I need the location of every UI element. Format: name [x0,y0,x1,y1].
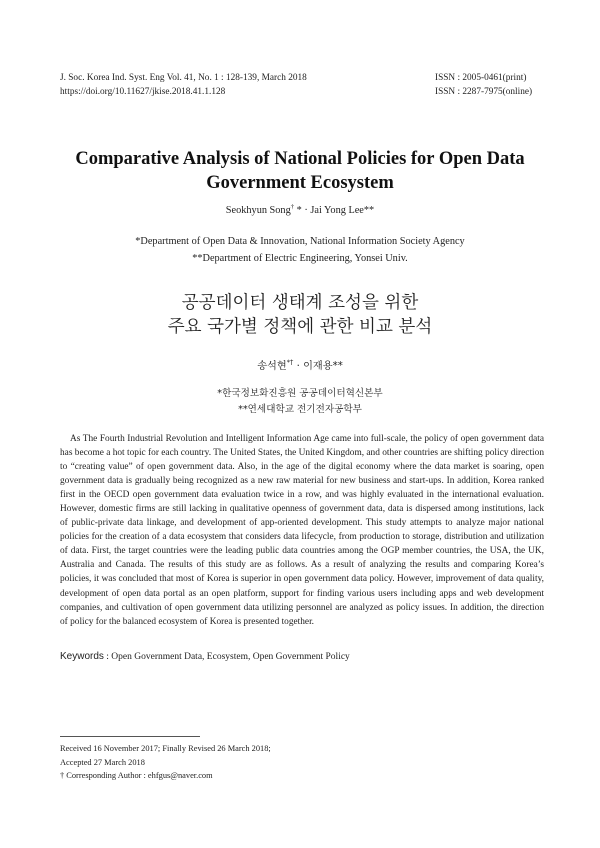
journal-citation: J. Soc. Korea Ind. Syst. Eng Vol. 41, No. 1 : 128-139, March 2018 [60,73,307,83]
issn-block [435,71,532,99]
keywords-colon: : [103,652,112,662]
keywords [60,651,350,662]
abstract-text: As The Fourth Industrial Revolution and Intelligent Information Age came into full-scale, the policy of open government data has become a hot topic for each country. The United States, the United Kingdom, and other countries are shifting policy direction to “creating value” of open government data. Also, in the age of the digital economy where the data market is soaring, open government data is gradually being recognized as a new raw material for new business and start-ups. In addition, Korea ranked first in the OECD open government data evaluation twice in a row, and was highly evaluated in the international evaluation. However, domestic firms are still lacking in qualitative openness of government data, data is dispersed among institutions, lack of public-private data linkage, and development of app-oriented development. This study attempts to analyze major national policies for the creation of a data ecosystem that considers data lifecycle, from production to storage, distribution and utilization of data. First, the target countries were the leading public data countries among the OGP member countries, the USA, the UK, Australia and Canada. The results of this study are as follows. As a result of analyzing the results and comparing Korea’s policies, it was concluded that most of Korea is superior in open government data policy. However, improvement of data quality, development of open data portal as an open platform, support for finding various users including apps and web development companies, and cultivation of open government data utilizing personnel are analyzed as policy issues. In addition, the direction of policy for the balanced ecosystem of Korea is presented together. [60,434,544,627]
author1-en: Seokhyun Song [225,205,291,216]
abstract [60,432,544,629]
corresponding-author-text: Corresponding Author : ehfgus@naver.com [64,771,213,780]
paper-title-ko [40,291,560,339]
corresponding-mark-en: † [290,203,295,211]
authors-ko [0,357,600,372]
footnote-divider [60,736,200,737]
author2-en: Jai Yong Lee** [310,205,375,216]
corresponding-author-mark: † [60,771,65,780]
doi-link[interactable]: https://doi.org/10.11627/jkise.2018.41.1.128 [60,87,226,97]
keywords-text: Open Government Data, Ecosystem, Open Government Policy [111,652,350,662]
author-separator-ko: · [293,361,304,372]
accepted-date: Accepted 27 March 2018 [60,758,145,767]
paper-title-en-line1: Comparative Analysis of National Policies for Open Data [75,149,525,169]
issn-online: ISSN : 2287-7975(online) [435,87,533,97]
paper-title-ko-line2: 주요 국가별 정책에 관한 비교 분석 [167,317,433,337]
affiliation2-en: **Department of Electric Engineering, Yonsei Univ. [192,253,408,264]
corresponding-author [60,770,213,781]
paper-title-en-line2: Government Ecosystem [206,173,394,193]
paper-title-en [40,147,560,195]
corresponding-mark-ko: *† [286,358,294,367]
authors-en [0,205,600,216]
received-date: Received 16 November 2017; Finally Revised 26 March 2018; [60,744,271,753]
author-separator-en: * · [294,205,311,216]
affiliation1-ko: *한국정보화진흥원 공공데이터혁신본부 [217,388,383,399]
journal-header [60,71,307,99]
author2-ko: 이재용** [303,361,343,372]
affiliation1-en: *Department of Open Data & Innovation, National Information Society Agency [135,236,465,247]
author1-ko: 송석현 [257,361,287,372]
issn-print: ISSN : 2005-0461(print) [435,73,527,83]
affiliation2-ko: **연세대학교 전기전자공학부 [238,404,362,415]
paper-title-ko-line1: 공공데이터 생태계 조성을 위한 [181,293,419,313]
keywords-label: Keywords [60,651,104,662]
